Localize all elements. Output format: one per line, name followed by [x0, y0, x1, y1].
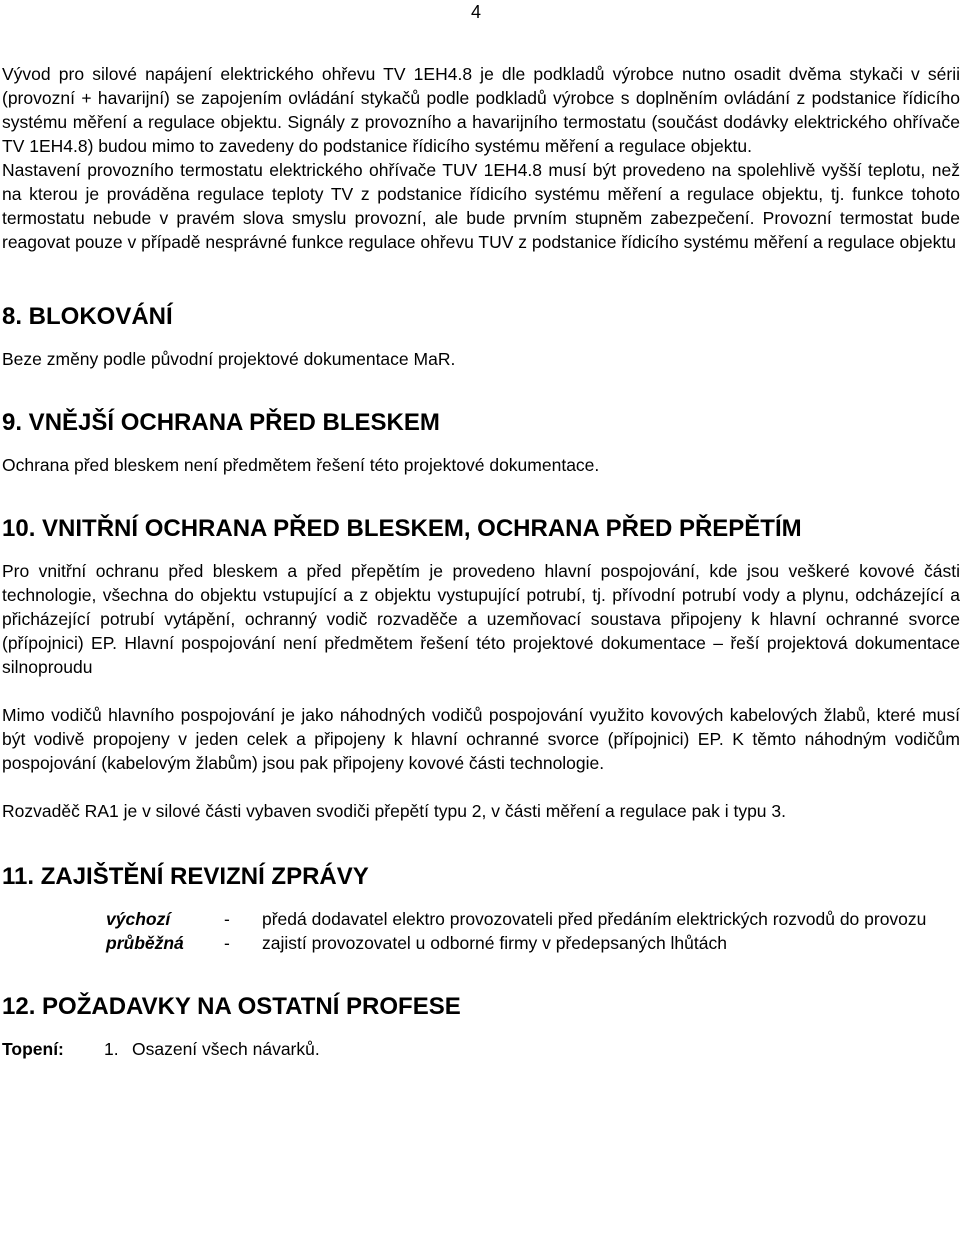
section-8-text: Beze změny podle původní projektové dokumentace MaR. [2, 349, 456, 369]
intro-paragraph-2: Nastavení provozního termostatu elektrického ohřívače TUV 1EH4.8 musí být provedeno na spolehlivě vyšší teplotu, než na kterou je prováděna regulace teploty TV z podstanice řídicího systému měření a regulace objektu, tj. funkce tohoto termostatu nebude v pravém slova smyslu provozní, ale bude prvním stupněm zabezpečení. Provozní termostat bude reagovat pouze v případě nesprávné funkce regulace ohřevu TUV z podstanice řídicího systému měření a regulace objektu [2, 160, 960, 252]
intro-paragraph-1: Vývod pro silové napájení elektrického ohřevu TV 1EH4.8 je dle podkladů výrobce nutno osadit dvěma stykači v sérii (provozní + havarijní) se zapojením ovládání stykačů podle podkladů výrobce s doplněním ovládání z podstanice řídicího systému měření a regulace objektu. Signály z provozního a havarijního termostatu (součást dodávky elektrického ohřívače TV 1EH4.8) budou mimo to zavedeny do podstanice řídicího systému měření a regulace objektu. [2, 64, 960, 156]
section-9-text: Ochrana před bleskem není předmětem řešení této projektové dokumentace. [2, 455, 600, 475]
revision-text: předá dodavatel elektro provozovateli před předáním elektrických rozvodů do provozu [262, 909, 927, 929]
topeni-label: Topení: [2, 1039, 64, 1059]
section-12-heading: 12. POŽADAVKY NA OSTATNÍ PROFESE [2, 993, 461, 1020]
section-10-heading: 10. VNITŘNÍ OCHRANA PŘED BLESKEM, OCHRANA PŘED PŘEPĚTÍM [2, 515, 802, 542]
list-item [2, 1037, 960, 1061]
section-11-heading: 11. ZAJIŠTĚNÍ REVIZNÍ ZPRÁVY [2, 863, 369, 890]
section-10-paragraph-2: Mimo vodičů hlavního pospojování je jako náhodných vodičů pospojování využito kovových kabelových žlabů, které musí být vodivě propojeny v jeden celek a připojeny k hlavní ochranné svorce (přípojnici) EP. K těmto náhodným vodičům pospojování (kabelovým žlabům) jsou pak připojeny kovové části technologie. [2, 705, 960, 773]
list-item [2, 931, 960, 955]
section-10-paragraph-3: Rozvaděč RA1 je v silové části vybaven svodiči přepětí typu 2, v části měření a regulace pak i typu 3. [2, 801, 786, 821]
revision-dash: - [224, 933, 230, 953]
section-8-heading: 8. BLOKOVÁNÍ [2, 303, 173, 330]
item-text: Osazení všech návarků. [132, 1039, 320, 1059]
list-item [2, 907, 960, 931]
section-10-paragraph-1: Pro vnitřní ochranu před bleskem a před přepětím je provedeno hlavní pospojování, kde jsou veškeré kovové části technologie, všechna do objektu vstupující a z objektu vystupující potrubí, tj. přívodní potrubí vody a plynu, odcházející a přicházející potrubí vytápění, ochranný vodič rozvaděče a uzemňovací soustava připojeny k hlavní ochranné svorce (přípojnici) EP. Hlavní pospojování není předmětem řešení této projektové dokumentace – řeší projektová dokumentace silnoproudu [2, 561, 960, 677]
revision-term: výchozí [106, 909, 171, 929]
page-number: 4 [471, 2, 482, 22]
document-body [2, 62, 960, 1061]
revision-term: průběžná [106, 933, 184, 953]
revision-dash: - [224, 909, 230, 929]
section-9-heading: 9. VNĚJŠÍ OCHRANA PŘED BLESKEM [2, 409, 440, 436]
revision-text: zajistí provozovatel u odborné firmy v předepsaných lhůtách [262, 933, 727, 953]
revision-list [2, 907, 960, 955]
item-number: 1. [104, 1039, 119, 1059]
